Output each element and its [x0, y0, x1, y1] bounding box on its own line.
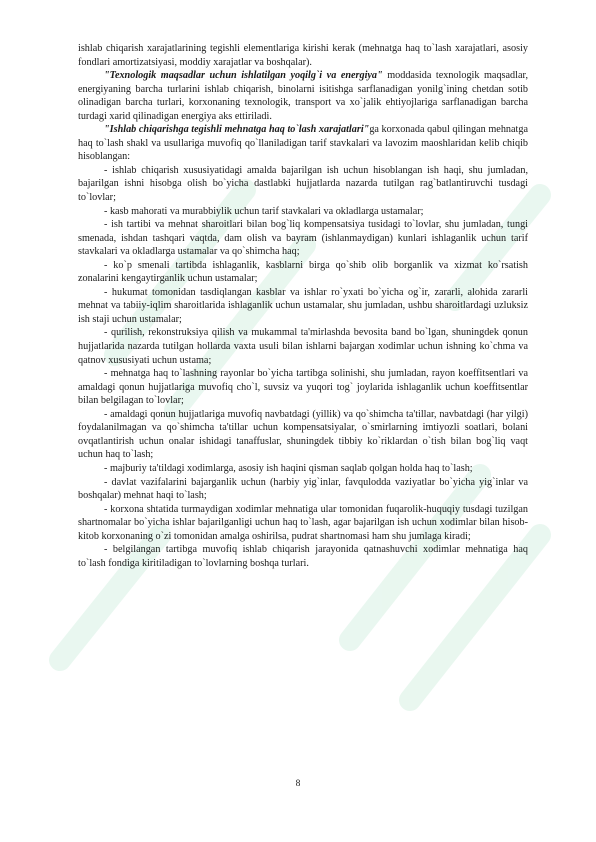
list-item — [78, 408, 528, 462]
paragraph — [78, 42, 528, 69]
list-item — [78, 367, 528, 408]
list-item-text: - ish tartibi va mehnat sharoitlari bilan bog`liq kompensatsiya tusidagi to`lovlar, shu jumladan, tungi smenada, ishdan tashqari vaqtda, dam olish va bayram (ishlanmaydigan) kunlari ishlaganlik uchun tarif stavkalari va okladlarga ustamalar va qo`shimcha haq; — [78, 219, 528, 258]
list-item-text: - amaldagi qonun hujjatlariga muvofiq navbatdagi (yillik) va qo`shimcha ta'tillar, navbatdagi (har yilgi) foydalanilmagan va qo`shimcha ta'tillar uchun kompensatsiyalar, o`smirlarning imtiyozli soatlari, bolani ovqatlantirish uchun onalar ishidagi tanaffuslar, shuningdek tibbiy ko`riklardan o`tish bilan bog`liq vaqt uchun haq to`lash; — [78, 408, 528, 461]
list-item — [78, 543, 528, 570]
paragraph-text: ishlab chiqarish xarajatlarining tegishli elementlariga kirishi kerak (mehnatga haq to`lash xarajatlari, asosiy fondlari amortizatsiyasi, moddiy xarajatlar va boshqalar). — [78, 43, 528, 68]
list-item-text: - ishlab chiqarish xususiyatidagi amalda bajarilgan ish uchun hisoblangan ish haqi, shu jumladan, bajarilgan ishni hisobga olish bo`yicha dastlabki hujjatlarda nazarda tutilgan rag`batlantiruvchi tusdagi to`lovlar; — [78, 164, 528, 204]
list-item — [78, 218, 528, 259]
list-item-text: - qurilish, rekonstruksiya qilish va mukammal ta'mirlashda bevosita band bo`lgan, shuningdek qonun hujjatlarida nazarda tutilgan hollarda vaxta usuli bilan ishlarni bajargan xodimlar uchun ishning ko`chma va qatnov xususiyati uchun ustama; — [78, 327, 528, 366]
list-item-text: - majburiy ta'tildagi xodimlarga, asosiy ish haqini qisman saqlab qolgan holda haq to`lash; — [104, 462, 473, 474]
list-item — [78, 205, 528, 219]
list-item — [78, 164, 528, 205]
list-item — [78, 476, 528, 503]
list-item-text: - belgilangan tartibga muvofiq ishlab chiqarish jarayonida qatnashuvchi xodimlar mehnatiga haq to`lash fondiga kiritiladigan to`lovlarning boshqa turlari. — [78, 544, 528, 569]
list-item — [78, 259, 528, 286]
list-item-text: - kasb mahorati va murabbiylik uchun tarif stavkalari va okladlarga ustamalar; — [104, 205, 424, 217]
list-item — [78, 286, 528, 327]
page-number: 8 — [295, 779, 301, 789]
paragraph — [78, 123, 528, 164]
paragraph — [78, 69, 528, 123]
list-item-text: - korxona shtatida turmaydigan xodimlar mehnatiga ular tomonidan fuqarolik-huquqiy tusdagi tuzilgan shartnomalar bo`yicha ishlar bajarilganligi uchun haq to`lash, agar bajarilgan ish uchun xodimlar bilan hisob-kitob korxonaning o`zi tomonidan amalga oshirilsa, pudrat shartnomasi ham shu jumlaga kiradi; — [78, 503, 528, 542]
list-item-text: - mehnatga haq to`lashning rayonlar bo`yicha tartibga solinishi, shu jumladan, rayon koeffitsentlari va amaldagi qonun hujjatlariga muvofiq cho`l, suvsiz va yuqori tog` joylarida ishlaganlik uchun koeffitsentlar bilan belgilagan to`lovlar; — [78, 368, 528, 407]
paragraph-text: ga korxonada qabul qilingan mehnatga haq to`lash shakl va usullariga muvofiq qo`llaniladigan tarif stavkalari va lavozim maoshlaridan kelib chiqib hisoblangan: — [78, 124, 528, 163]
list-item-text: - davlat vazifalarini bajarganlik uchun (harbiy yig`inlar, favqulodda vaziyatlar bo`yicha yig`inlar va boshqalar) mehnat haqi to`lash; — [78, 476, 528, 502]
list-item-text: - hukumat tomonidan tasdiqlangan kasblar va ishlar ro`yxati bo`yicha og`ir, zararli, alohida zararli mehnat va tabiiy-iqlim sharoitlarida ishlaganlik uchun ustamalar, shu jumladan, ushbu sharoitlardagi uzluksiz ish staji uchun ustamalar; — [78, 286, 528, 325]
article-title: "Texnologik maqsadlar uchun ishlatilgan yoqilg`i va energiya" — [104, 70, 383, 82]
list-item — [78, 462, 528, 476]
list-item-text: - ko`p smenali tartibda ishlaganlik, kasblarni birga qo`shib olib borganlik va xizmat ko`rsatish zonalarini kengaytirganlik uchun ustamalar; — [78, 259, 528, 285]
article-title: "Ishlab chiqarishga tegishli mehnatga haq to`lash xarajatlari" — [104, 124, 370, 136]
list-item — [78, 503, 528, 544]
page-body — [78, 42, 528, 570]
list-item — [78, 326, 528, 367]
paragraph-text: moddasida texnologik maqsadlar, energiyaning barcha turlarini ishlab chiqarish, binolarni isitishga sarflanadigan yonilg`ining chetdan sotib olinadigan barcha turlari, korxonaning texnologik, transport va xo`jalik ehtiyojlariga sarflanadigan barcha turdagi xarid qilinadigan energiya aks ettiriladi. — [78, 70, 528, 122]
